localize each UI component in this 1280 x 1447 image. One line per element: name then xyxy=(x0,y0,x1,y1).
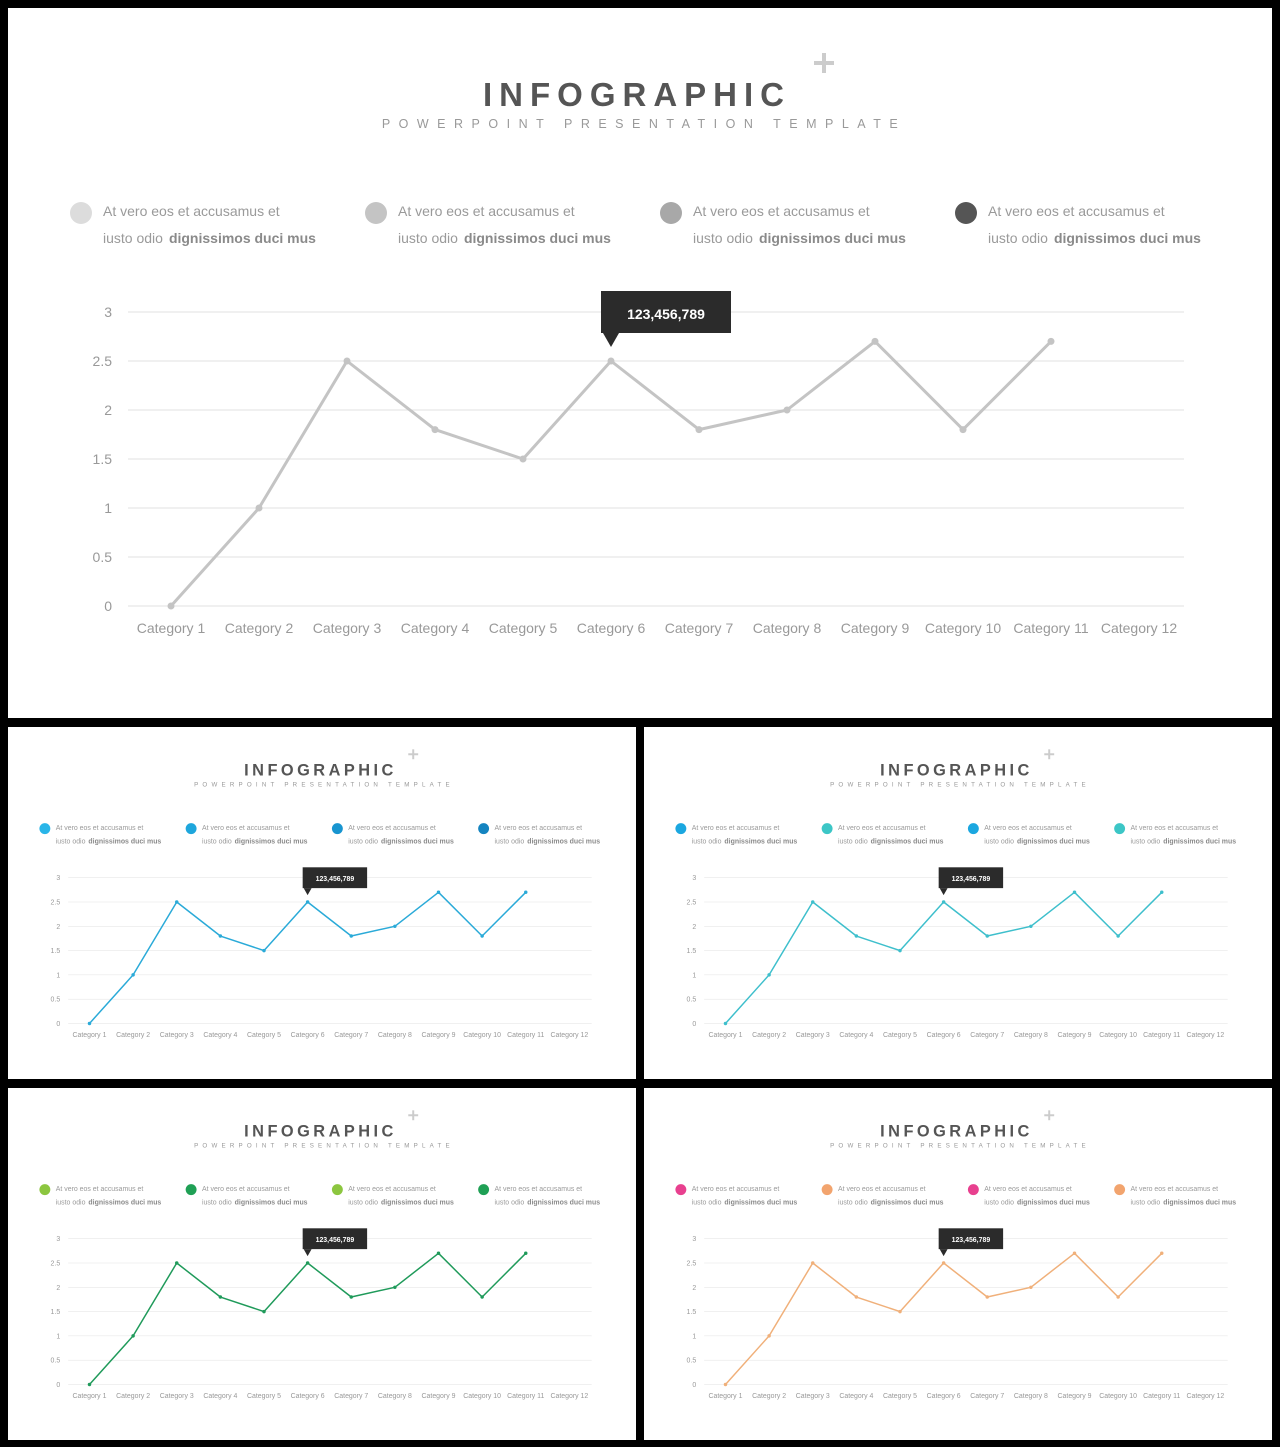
data-point xyxy=(131,973,134,976)
legend-line2 xyxy=(1131,839,1237,846)
x-tick-label: Category 1 xyxy=(708,1031,743,1039)
x-tick-label: Category 4 xyxy=(203,1031,238,1039)
legend-text2: iusto odio xyxy=(55,838,86,846)
y-tick-label: 2 xyxy=(692,1284,697,1292)
legend-line2 xyxy=(56,1200,162,1207)
x-tick-label: Category 1 xyxy=(708,1392,743,1400)
data-point xyxy=(811,900,814,903)
data-point xyxy=(960,426,967,433)
legend-dot xyxy=(675,1184,686,1195)
data-point xyxy=(1029,1286,1032,1289)
slide-orange-svg xyxy=(644,1088,1272,1440)
legend-bold: dignissimos duci mus xyxy=(1163,838,1237,846)
legend-line1: At vero eos et accusamus et xyxy=(1130,1186,1219,1194)
plus-icon-vertical xyxy=(1048,749,1050,759)
y-tick-label: 2.5 xyxy=(686,1260,697,1268)
data-point xyxy=(131,1334,134,1337)
x-tick-label: Category 8 xyxy=(1013,1392,1048,1400)
legend-dot xyxy=(1114,1184,1125,1195)
legend-text2: iusto odio xyxy=(494,838,525,846)
y-tick-label: 1.5 xyxy=(686,948,697,956)
data-point xyxy=(1160,891,1163,894)
legend-line1: At vero eos et accusamus et xyxy=(398,203,575,219)
legend-bold: dignissimos duci mus xyxy=(88,838,162,846)
legend-bold: dignissimos duci mus xyxy=(724,1199,798,1207)
y-tick-label: 0 xyxy=(56,1020,61,1028)
x-tick-label: Category 8 xyxy=(377,1392,412,1400)
x-tick-label: Category 4 xyxy=(400,620,470,636)
x-tick-label: Category 4 xyxy=(839,1392,874,1400)
legend-line1: At vero eos et accusamus et xyxy=(103,203,280,219)
x-tick-label: Category 8 xyxy=(752,620,822,636)
y-tick-label: 1.5 xyxy=(92,451,112,467)
legend-line2 xyxy=(838,1200,944,1207)
slide-main xyxy=(8,8,1272,718)
data-point xyxy=(1116,934,1119,937)
legend-dot xyxy=(186,823,197,834)
data-point xyxy=(393,1286,396,1289)
x-tick-label: Category 10 xyxy=(1099,1031,1138,1039)
legend-dot xyxy=(660,202,682,224)
data-point xyxy=(696,426,703,433)
data-point xyxy=(942,900,945,903)
legend-bold: dignissimos duci mus xyxy=(870,838,944,846)
x-tick-label: Category 4 xyxy=(203,1392,238,1400)
legend-line1: At vero eos et accusamus et xyxy=(988,203,1165,219)
legend-bold: dignissimos duci mus xyxy=(234,1199,308,1207)
legend-text2: iusto odio xyxy=(55,1199,86,1207)
x-tick-label: Category 6 xyxy=(576,620,646,636)
legend-text2: iusto odio xyxy=(838,838,868,846)
data-point xyxy=(1160,1252,1163,1255)
y-tick-label: 0 xyxy=(56,1381,61,1389)
data-point xyxy=(350,934,353,937)
legend-line1: At vero eos et accusamus et xyxy=(348,1186,436,1194)
data-point xyxy=(1029,925,1032,928)
x-tick-label: Category 2 xyxy=(116,1031,151,1039)
x-tick-label: Category 12 xyxy=(550,1031,589,1039)
data-point xyxy=(88,1022,91,1025)
callout-value: 123,456,789 xyxy=(315,1237,355,1245)
y-tick-label: 0.5 xyxy=(686,1357,697,1365)
data-point xyxy=(608,358,615,365)
y-tick-label: 3 xyxy=(56,1236,61,1244)
data-point xyxy=(784,407,791,414)
series-line xyxy=(725,892,1161,1023)
legend-line2 xyxy=(348,839,454,846)
x-tick-label: Category 3 xyxy=(159,1392,194,1400)
legend-bold: dignissimos duci mus xyxy=(88,1199,162,1207)
legend-bold: dignissimos duci mus xyxy=(380,1199,454,1207)
callout-pointer xyxy=(940,888,948,895)
data-point xyxy=(724,1383,727,1386)
data-point xyxy=(262,949,265,952)
legend-bold: dignissimos duci mus xyxy=(1163,1199,1237,1207)
legend-dot xyxy=(822,1184,833,1195)
data-point xyxy=(437,1252,440,1255)
legend-bold: dignissimos duci mus xyxy=(527,838,601,846)
data-point xyxy=(219,1295,222,1298)
data-point xyxy=(872,338,879,345)
y-tick-label: 1.5 xyxy=(686,1309,697,1317)
legend-bold: dignissimos duci mus xyxy=(1053,230,1201,246)
legend-bold: dignissimos duci mus xyxy=(463,230,611,246)
legend-dot xyxy=(39,1184,50,1195)
y-tick-label: 1.5 xyxy=(50,948,61,956)
legend-text2: iusto odio xyxy=(693,230,753,246)
legend-dot xyxy=(39,823,50,834)
legend-line2 xyxy=(348,1200,454,1207)
plus-icon-vertical xyxy=(1048,1110,1050,1120)
legend-line1: At vero eos et accusamus et xyxy=(838,825,926,833)
data-point xyxy=(855,934,858,937)
x-tick-label: Category 9 xyxy=(1057,1392,1092,1400)
x-tick-label: Category 6 xyxy=(290,1392,325,1400)
x-tick-label: Category 1 xyxy=(72,1392,107,1400)
legend-line2 xyxy=(692,839,798,846)
legend-line1: At vero eos et accusamus et xyxy=(55,1186,144,1194)
subtitle: POWERPOINT PRESENTATION TEMPLATE xyxy=(194,781,454,789)
legend-line2 xyxy=(495,1200,601,1207)
data-point xyxy=(986,1295,989,1298)
title: INFOGRAPHIC xyxy=(880,761,1033,780)
x-tick-label: Category 10 xyxy=(924,620,1002,636)
legend-line2 xyxy=(984,839,1090,846)
data-point xyxy=(767,973,770,976)
data-point xyxy=(1073,1252,1076,1255)
legend-text2: iusto odio xyxy=(691,1199,722,1207)
slide-teal-svg xyxy=(644,727,1272,1079)
legend-text2: iusto odio xyxy=(1130,1199,1161,1207)
legend-dot xyxy=(968,823,979,834)
legend-bold: dignissimos duci mus xyxy=(527,1199,601,1207)
y-tick-label: 0.5 xyxy=(50,1357,61,1365)
legend-dot xyxy=(70,202,92,224)
legend-line1: At vero eos et accusamus et xyxy=(984,825,1072,833)
x-tick-label: Category 3 xyxy=(795,1031,830,1039)
plus-icon-vertical xyxy=(822,53,826,73)
y-tick-label: 0 xyxy=(692,1020,697,1028)
y-tick-label: 2 xyxy=(692,923,697,931)
data-point xyxy=(256,505,263,512)
data-point xyxy=(219,934,222,937)
legend-dot xyxy=(968,1184,979,1195)
subtitle: POWERPOINT PRESENTATION TEMPLATE xyxy=(830,781,1090,789)
x-tick-label: Category 5 xyxy=(247,1031,281,1039)
callout-pointer xyxy=(304,888,312,895)
legend-text2: iusto odio xyxy=(348,838,378,846)
slide-blue-svg xyxy=(8,727,636,1079)
x-tick-label: Category 1 xyxy=(72,1031,107,1039)
legend-line2 xyxy=(56,839,162,846)
x-tick-label: Category 8 xyxy=(1013,1031,1048,1039)
x-tick-label: Category 9 xyxy=(421,1392,456,1400)
x-tick-label: Category 12 xyxy=(1186,1031,1225,1039)
title: INFOGRAPHIC xyxy=(244,1122,397,1141)
legend-line1: At vero eos et accusamus et xyxy=(1130,825,1219,833)
series-line xyxy=(171,341,1051,606)
legend-line2 xyxy=(988,230,1201,246)
data-point xyxy=(524,1252,527,1255)
series-line xyxy=(725,1253,1161,1384)
x-tick-label: Category 9 xyxy=(421,1031,456,1039)
legend-dot xyxy=(478,1184,489,1195)
y-tick-label: 2.5 xyxy=(686,899,697,907)
data-point xyxy=(724,1022,727,1025)
y-tick-label: 2.5 xyxy=(50,1260,61,1268)
legend-text2: iusto odio xyxy=(348,1199,378,1207)
x-tick-label: Category 10 xyxy=(463,1031,502,1039)
x-tick-label: Category 1 xyxy=(136,620,206,636)
slide-teal xyxy=(644,727,1272,1079)
x-tick-label: Category 5 xyxy=(247,1392,281,1400)
legend-bold: dignissimos duci mus xyxy=(870,1199,944,1207)
x-tick-label: Category 7 xyxy=(664,620,734,636)
legend-text2: iusto odio xyxy=(202,1199,232,1207)
data-point xyxy=(262,1310,265,1313)
legend-line2 xyxy=(1131,1200,1237,1207)
legend-line1: At vero eos et accusamus et xyxy=(202,1186,290,1194)
x-tick-label: Category 7 xyxy=(334,1031,369,1039)
title: INFOGRAPHIC xyxy=(483,76,791,113)
legend-dot xyxy=(332,823,343,834)
x-tick-label: Category 7 xyxy=(970,1392,1005,1400)
legend-bold: dignissimos duci mus xyxy=(758,230,906,246)
legend-line1: At vero eos et accusamus et xyxy=(348,825,436,833)
x-tick-label: Category 6 xyxy=(926,1392,961,1400)
data-point xyxy=(175,900,178,903)
data-point xyxy=(986,934,989,937)
legend-line1: At vero eos et accusamus et xyxy=(494,825,583,833)
legend-line2 xyxy=(692,1200,798,1207)
series-line xyxy=(89,892,525,1023)
data-point xyxy=(855,1295,858,1298)
legend-line2 xyxy=(838,839,944,846)
legend-text2: iusto odio xyxy=(838,1199,868,1207)
x-tick-label: Category 7 xyxy=(334,1392,369,1400)
callout-pointer xyxy=(304,1249,312,1256)
legend-text2: iusto odio xyxy=(202,838,232,846)
legend-bold: dignissimos duci mus xyxy=(380,838,454,846)
x-tick-label: Category 12 xyxy=(550,1392,589,1400)
legend-bold: dignissimos duci mus xyxy=(724,838,798,846)
legend-line1: At vero eos et accusamus et xyxy=(202,825,290,833)
legend-text2: iusto odio xyxy=(494,1199,525,1207)
data-point xyxy=(168,603,175,610)
y-tick-label: 3 xyxy=(692,1236,697,1244)
x-tick-label: Category 11 xyxy=(1143,1392,1181,1400)
y-tick-label: 1 xyxy=(56,1333,61,1341)
slide-blue xyxy=(8,727,636,1079)
y-tick-label: 0.5 xyxy=(50,996,61,1004)
slide-main-svg xyxy=(8,8,1272,718)
subtitle: POWERPOINT PRESENTATION TEMPLATE xyxy=(381,117,907,131)
y-tick-label: 3 xyxy=(104,304,112,320)
slide-green xyxy=(8,1088,636,1440)
y-tick-label: 2.5 xyxy=(92,353,112,369)
callout-value: 123,456,789 xyxy=(951,876,991,884)
y-tick-label: 1 xyxy=(56,972,61,980)
x-tick-label: Category 11 xyxy=(507,1031,545,1039)
x-tick-label: Category 2 xyxy=(752,1031,787,1039)
callout-value: 123,456,789 xyxy=(627,306,705,322)
callout-pointer xyxy=(940,1249,948,1256)
x-tick-label: Category 2 xyxy=(116,1392,151,1400)
legend-line2 xyxy=(984,1200,1090,1207)
legend-dot xyxy=(1114,823,1125,834)
data-point xyxy=(350,1295,353,1298)
y-tick-label: 0.5 xyxy=(92,549,112,565)
y-tick-label: 3 xyxy=(56,875,61,883)
data-point xyxy=(480,934,483,937)
series-line xyxy=(89,1253,525,1384)
legend-text2: iusto odio xyxy=(398,230,458,246)
data-point xyxy=(306,900,309,903)
legend-line1: At vero eos et accusamus et xyxy=(494,1186,583,1194)
legend-dot xyxy=(186,1184,197,1195)
y-tick-label: 2 xyxy=(104,402,112,418)
data-point xyxy=(942,1261,945,1264)
legend-dot xyxy=(955,202,977,224)
y-tick-label: 1 xyxy=(692,972,697,980)
data-point xyxy=(437,891,440,894)
data-point xyxy=(520,456,527,463)
callout-pointer xyxy=(603,333,619,347)
x-tick-label: Category 3 xyxy=(312,620,382,636)
legend-text2: iusto odio xyxy=(988,230,1048,246)
data-point xyxy=(306,1261,309,1264)
title: INFOGRAPHIC xyxy=(244,761,397,780)
legend-text2: iusto odio xyxy=(691,838,722,846)
slide-green-svg xyxy=(8,1088,636,1440)
x-tick-label: Category 11 xyxy=(507,1392,545,1400)
x-tick-label: Category 6 xyxy=(926,1031,961,1039)
y-tick-label: 1.5 xyxy=(50,1309,61,1317)
legend-line2 xyxy=(202,839,308,846)
y-tick-label: 0.5 xyxy=(686,996,697,1004)
x-tick-label: Category 12 xyxy=(1100,620,1178,636)
data-point xyxy=(811,1261,814,1264)
legend-line2 xyxy=(495,839,601,846)
subtitle: POWERPOINT PRESENTATION TEMPLATE xyxy=(830,1142,1090,1150)
x-tick-label: Category 2 xyxy=(752,1392,787,1400)
legend-text2: iusto odio xyxy=(103,230,163,246)
y-tick-label: 1 xyxy=(104,500,112,516)
data-point xyxy=(344,358,351,365)
legend-line2 xyxy=(693,230,906,246)
legend-dot xyxy=(822,823,833,834)
x-tick-label: Category 12 xyxy=(1186,1392,1225,1400)
legend-dot xyxy=(478,823,489,834)
legend-line1: At vero eos et accusamus et xyxy=(984,1186,1072,1194)
data-point xyxy=(88,1383,91,1386)
data-point xyxy=(524,891,527,894)
legend-line1: At vero eos et accusamus et xyxy=(55,825,144,833)
x-tick-label: Category 9 xyxy=(840,620,910,636)
x-tick-label: Category 3 xyxy=(795,1392,830,1400)
x-tick-label: Category 6 xyxy=(290,1031,325,1039)
x-tick-label: Category 3 xyxy=(159,1031,194,1039)
x-tick-label: Category 8 xyxy=(377,1031,412,1039)
data-point xyxy=(1116,1295,1119,1298)
data-point xyxy=(1048,338,1055,345)
y-tick-label: 2 xyxy=(56,1284,61,1292)
x-tick-label: Category 4 xyxy=(839,1031,874,1039)
legend-line2 xyxy=(398,230,611,246)
x-tick-label: Category 10 xyxy=(1099,1392,1138,1400)
data-point xyxy=(898,1310,901,1313)
legend-bold: dignissimos duci mus xyxy=(234,838,308,846)
legend-text2: iusto odio xyxy=(984,1199,1014,1207)
y-tick-label: 3 xyxy=(692,875,697,883)
x-tick-label: Category 5 xyxy=(883,1392,917,1400)
legend-dot xyxy=(365,202,387,224)
y-tick-label: 1 xyxy=(692,1333,697,1341)
plus-icon-vertical xyxy=(412,1110,414,1120)
legend-text2: iusto odio xyxy=(1130,838,1161,846)
legend-bold: dignissimos duci mus xyxy=(168,230,316,246)
x-tick-label: Category 7 xyxy=(970,1031,1005,1039)
x-tick-label: Category 5 xyxy=(883,1031,917,1039)
plus-icon-vertical xyxy=(412,749,414,759)
x-tick-label: Category 5 xyxy=(488,620,558,636)
slide-orange xyxy=(644,1088,1272,1440)
title: INFOGRAPHIC xyxy=(880,1122,1033,1141)
legend-bold: dignissimos duci mus xyxy=(1016,838,1090,846)
x-tick-label: Category 2 xyxy=(224,620,294,636)
callout-value: 123,456,789 xyxy=(951,1237,991,1245)
y-tick-label: 0 xyxy=(104,598,112,614)
legend-text2: iusto odio xyxy=(984,838,1014,846)
x-tick-label: Category 11 xyxy=(1013,620,1089,636)
legend-line1: At vero eos et accusamus et xyxy=(693,203,870,219)
y-tick-label: 2 xyxy=(56,923,61,931)
callout-value: 123,456,789 xyxy=(315,876,355,884)
legend-dot xyxy=(332,1184,343,1195)
y-tick-label: 0 xyxy=(692,1381,697,1389)
legend-line1: At vero eos et accusamus et xyxy=(691,825,780,833)
data-point xyxy=(1073,891,1076,894)
data-point xyxy=(480,1295,483,1298)
data-point xyxy=(432,426,439,433)
x-tick-label: Category 11 xyxy=(1143,1031,1181,1039)
x-tick-label: Category 10 xyxy=(463,1392,502,1400)
data-point xyxy=(393,925,396,928)
legend-bold: dignissimos duci mus xyxy=(1016,1199,1090,1207)
data-point xyxy=(175,1261,178,1264)
legend-line1: At vero eos et accusamus et xyxy=(691,1186,780,1194)
legend-line1: At vero eos et accusamus et xyxy=(838,1186,926,1194)
legend-dot xyxy=(675,823,686,834)
data-point xyxy=(898,949,901,952)
legend-line2 xyxy=(202,1200,308,1207)
legend-line2 xyxy=(103,230,316,246)
x-tick-label: Category 9 xyxy=(1057,1031,1092,1039)
data-point xyxy=(767,1334,770,1337)
y-tick-label: 2.5 xyxy=(50,899,61,907)
subtitle: POWERPOINT PRESENTATION TEMPLATE xyxy=(194,1142,454,1150)
